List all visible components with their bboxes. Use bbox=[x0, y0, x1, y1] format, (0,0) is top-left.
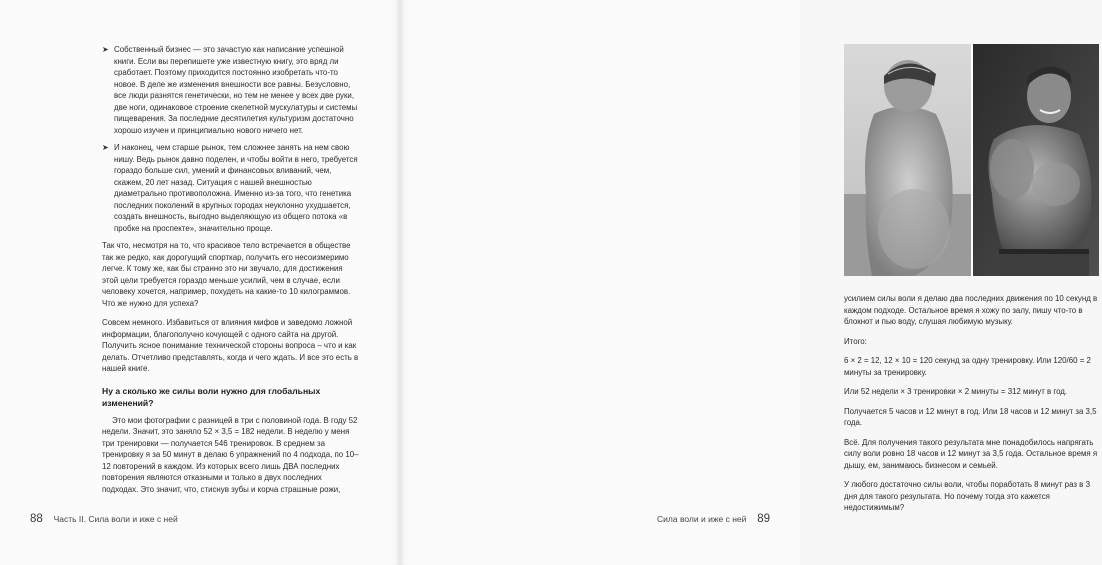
page-number: 88 bbox=[30, 513, 43, 525]
right-footer bbox=[657, 513, 770, 525]
paragraph: 6 × 2 = 12, 12 × 10 = 120 секунд за одну тренировку. Или 120/60 = 2 минуты за тренировку. bbox=[844, 356, 1091, 377]
running-head: Сила воли и иже с ней bbox=[657, 514, 747, 524]
arrow-bullet-icon: ➤ bbox=[102, 143, 109, 152]
paragraph: усилием силы воли я делаю два последних движения по 10 секунд в каждом подходе. Остальное время я хожу по залу, пишу что-то в блокнот и пью воду, слушая любимую музыку. bbox=[844, 294, 1098, 326]
paragraph: Это мои фотографии с разницей в три с половиной года. В году 52 недели. Значит, это заняло 52 × 3,5 = 182 недели. В неделю у меня три тренировки — получается 546 тренировок. В среднем за тренировку я за 50 минут в делаю 6 упражнений по 4 подхода, по 10–12 повторений в каждом. Из которых всего лишь ДВА последних повторения являются отказными и только в двух последних подходах. Это значит, что, стиснув зубы и корча страшные рожи, bbox=[102, 415, 359, 494]
paragraph: Совсем немного. Избавиться от влияния мифов и заведомо ложной информации, благополучно кочующей с одного сайта на другой. Получить ясное понимание технической стороны вопроса – что и как делать. Отчетливо представлять, когда и чего ждать. И все это есть в нашей книге. bbox=[102, 318, 359, 373]
section-heading: Ну а сколько же силы воли нужно для глобальных изменений? bbox=[102, 385, 321, 408]
paragraph: Получается 5 часов и 12 минут в год. Или 18 часов и 12 минут за 3,5 года. bbox=[844, 406, 1097, 427]
left-footer bbox=[30, 513, 178, 525]
bullet-text: Собственный бизнес — это зачастую как написание успешной книги. Если вы перепишете уже известную книгу, это вряд ли сработает. Поэтому приходится постоянно изобретать что-то новое. В деле же изменения внешности все равны. Безусловно, все люди разнятся генетически, но тем не менее у всех две руки, две ноги, одинаковое строение скелетной мускулатуры и системы пищеварения. За последние десятилетия культуризм достаточно хорошо изучен и принципиально нового ничего нет. bbox=[114, 45, 358, 135]
page-number: 89 bbox=[757, 513, 770, 525]
bullet-text: И наконец, чем старше рынок, тем сложнее занять на нем свою нишу. Ведь рынок давно поделен, и чтобы войти в него, требуется гораздо больше сил, умений и финансовых вливаний, чем, скажем, 20 лет назад. Ситуация с нашей внешностью диаметрально противоположна. Именно из-за того, что генетика последних поколений в крупных городах неуклонно ухудшается, создать внешность, выгодно выделяющую из общего потока «в пробке на проспекте», значительно проще. bbox=[114, 143, 358, 233]
paragraph: Итого: bbox=[844, 336, 867, 346]
left-text-column bbox=[102, 44, 360, 503]
paragraph: Так что, несмотря на то, что красивое тело встречается в обществе так же редко, как дорогущий спорткар, получить его несоизмеримо легче. К тому же, как бы странно это ни звучало, для достижения этой цели требуется гораздо меньше усилий, чем в случае, если человеку хочется, например, похудеть на какие-то 10 килограммов. Что же нужно для успеха? bbox=[102, 241, 351, 308]
paragraph: У любого достаточно силы воли, чтобы поработать 8 минут раз в 3 дня для такого результата. Но почему тогда это кажется недостижимым? bbox=[844, 480, 1090, 512]
before-after-photo bbox=[844, 44, 1099, 276]
right-page bbox=[400, 0, 1098, 565]
running-head: Часть II. Сила воли и иже с ней bbox=[53, 514, 178, 524]
arrow-bullet-icon: ➤ bbox=[102, 45, 109, 54]
bullet-item bbox=[102, 44, 360, 136]
left-page bbox=[0, 0, 400, 565]
bullet-item bbox=[102, 142, 360, 234]
right-text-column bbox=[844, 293, 1102, 522]
paragraph: Или 52 недели × 3 тренировки × 2 минуты = 312 минут в год. bbox=[844, 387, 1068, 396]
paragraph: Всё. Для получения такого результата мне понадобилось напрягать силу воли ровно 18 часов и 12 минут за 3,5 года. Остальное время я дышу, ем, занимаюсь бизнесом и семьей. bbox=[844, 437, 1098, 470]
photo-illustration bbox=[844, 44, 1099, 276]
